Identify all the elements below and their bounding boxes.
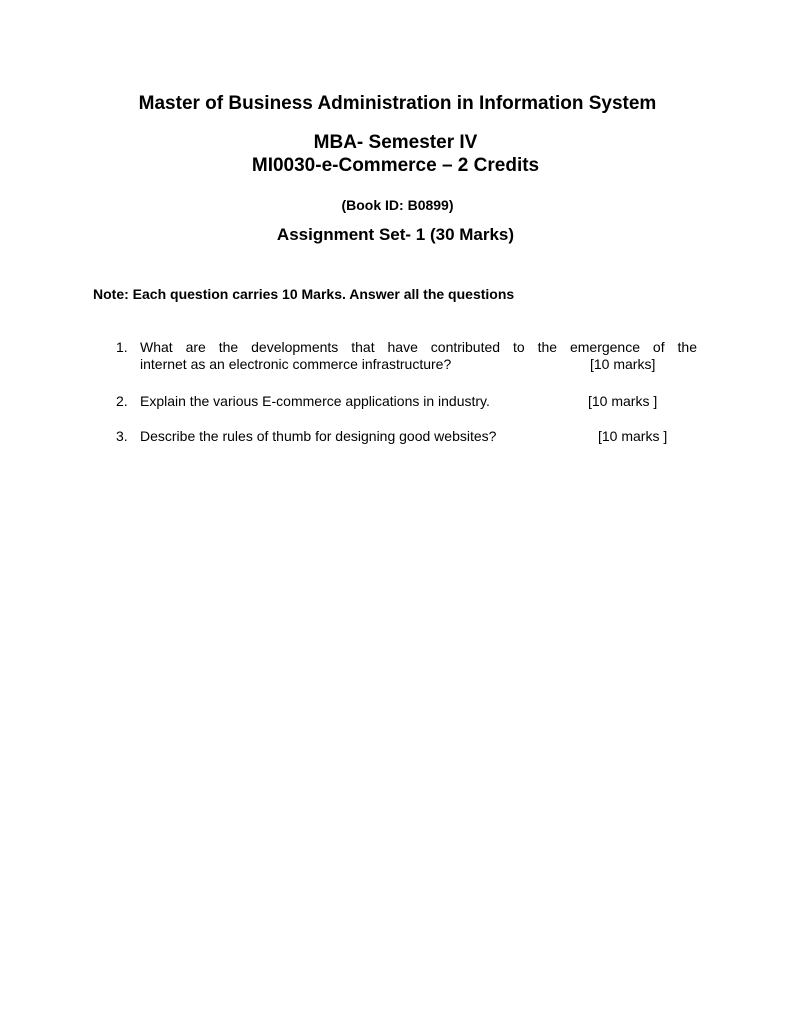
question-text: Describe the rules of thumb for designing good websites? (140, 428, 497, 444)
instructions-note: Note: Each question carries 10 Marks. Answer all the questions (93, 286, 515, 302)
question-marks: [10 marks ] (598, 428, 668, 444)
question-number: 1. (116, 339, 128, 355)
course-heading: MI0030-e-Commerce – 2 Credits (251, 155, 540, 176)
question-marks: [10 marks] (590, 356, 656, 372)
question-text: Explain the various E-commerce applications in industry. (140, 393, 490, 409)
question-item (116, 428, 686, 446)
question-marks: [10 marks ] (588, 393, 658, 409)
assignment-heading: Assignment Set- 1 (30 Marks) (276, 225, 515, 244)
question-number: 2. (116, 393, 128, 409)
question-item (116, 393, 676, 411)
semester-heading: MBA- Semester IV (313, 132, 478, 153)
question-item (116, 339, 698, 375)
question-text-line: internet as an electronic commerce infrastructure? (140, 356, 452, 372)
book-id: (Book ID: B0899) (341, 197, 454, 213)
question-number: 3. (116, 428, 128, 444)
program-title: Master of Business Administration in Information System (138, 93, 657, 114)
question-text-line: What are the developments that have contributed to the emergence of the (140, 339, 697, 355)
